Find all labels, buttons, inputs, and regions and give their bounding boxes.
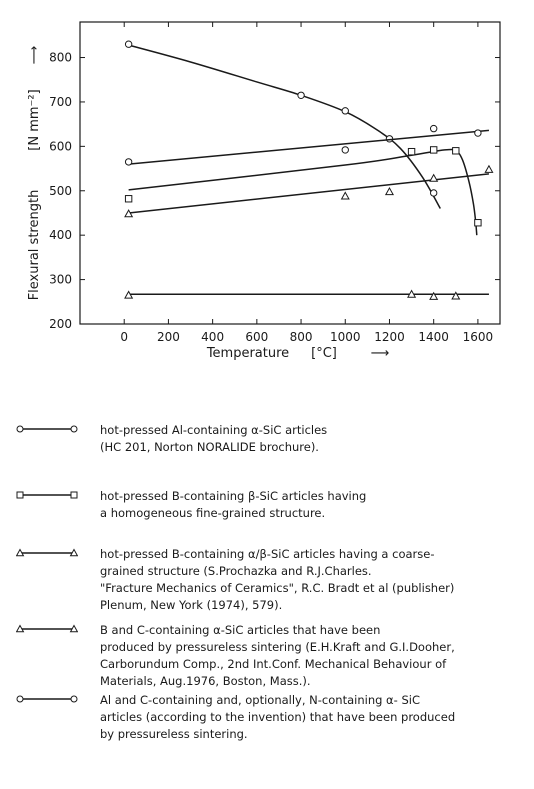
x-tick-label: 1600 bbox=[462, 330, 494, 344]
triangle-marker bbox=[485, 166, 492, 173]
legend-text-3: hot-pressed B-containing α/β-SiC articles having a coarse- grained structure (S.Prochazka and R.J.Charles. "Fracture Mechanics of Ceramics", R.C. Bradt et al (publisher) Plenum, New York (1974), 579). bbox=[100, 547, 455, 612]
series-4 bbox=[125, 291, 489, 300]
x-tick-label: 800 bbox=[289, 330, 313, 344]
legend-text-4: B and C-containing α-SiC articles that have been produced by pressureless sintering (E.H.Kraft and G.I.Dooher, Carborundum Comp., 2nd Int.Conf. Mechanical Behaviour of Materials, Aug.1976, Boston, Mass.). bbox=[100, 623, 455, 688]
x-tick-label: 0 bbox=[120, 330, 129, 344]
square-marker bbox=[71, 492, 77, 498]
y-tick-label: 400 bbox=[49, 228, 72, 243]
y-tick-label: 700 bbox=[49, 94, 72, 109]
triangle-marker bbox=[430, 175, 437, 182]
y-tick-label: 200 bbox=[49, 317, 72, 331]
series-line bbox=[129, 149, 477, 235]
series-5 bbox=[125, 125, 489, 165]
y-axis-arrow: ⟶ bbox=[27, 45, 42, 65]
circle-marker bbox=[125, 41, 131, 47]
circle-marker bbox=[430, 125, 436, 131]
x-axis-unit: [°C] bbox=[311, 346, 337, 361]
triangle-marker bbox=[452, 292, 459, 299]
legend-symbol-triangle-line bbox=[16, 622, 78, 636]
circle-marker bbox=[17, 696, 23, 702]
triangle-marker bbox=[125, 210, 132, 217]
series-3 bbox=[125, 166, 493, 217]
legend-text-2: hot-pressed B-containing β-SiC articles having a homogeneous fine-grained structure. bbox=[100, 489, 367, 520]
square-marker bbox=[17, 492, 23, 498]
circle-marker bbox=[475, 130, 481, 136]
square-marker bbox=[475, 220, 481, 226]
circle-marker bbox=[125, 159, 131, 165]
data-series bbox=[125, 41, 493, 299]
y-axis-label: Flexural strength bbox=[27, 189, 42, 301]
circle-marker bbox=[430, 190, 436, 196]
square-marker bbox=[125, 196, 131, 202]
x-tick-label: 600 bbox=[245, 330, 269, 344]
y-axis-unit: [N mm⁻²] bbox=[27, 89, 42, 151]
plot-frame bbox=[80, 22, 500, 324]
x-tick-label: 200 bbox=[156, 330, 180, 344]
x-tick-label: 400 bbox=[201, 330, 225, 344]
circle-marker bbox=[342, 147, 348, 153]
y-tick-label: 800 bbox=[49, 50, 72, 65]
y-tick-label: 300 bbox=[49, 272, 72, 287]
x-axis-arrow: ⟶ bbox=[370, 346, 390, 361]
triangle-marker bbox=[342, 192, 349, 199]
legend-symbol-circle-line bbox=[16, 692, 78, 706]
legend-symbol-square-line bbox=[16, 488, 78, 502]
circle-marker bbox=[71, 426, 77, 432]
plot-border bbox=[80, 22, 500, 324]
circle-marker bbox=[342, 108, 348, 114]
legend-symbol-circle-line bbox=[16, 422, 78, 436]
triangle-marker bbox=[386, 188, 393, 195]
legend-symbol-triangle-line bbox=[16, 546, 78, 560]
legend-text-1: hot-pressed Al-containing α-SiC articles (HC 201, Norton NORALIDE brochure). bbox=[100, 423, 328, 454]
x-tick-label: 1400 bbox=[418, 330, 449, 344]
y-tick-label: 600 bbox=[49, 139, 72, 154]
legend-text-5: Al and C-containing and, optionally, N-containing α- SiC articles (according to the invention) that have been produced by pressureless sintering. bbox=[100, 693, 456, 741]
x-tick-label: 1200 bbox=[374, 330, 405, 344]
circle-marker bbox=[298, 92, 304, 98]
circle-marker bbox=[71, 696, 77, 702]
circle-marker bbox=[17, 426, 23, 432]
y-tick-label: 500 bbox=[49, 183, 72, 198]
series-1 bbox=[125, 41, 440, 209]
square-marker bbox=[408, 148, 414, 154]
square-marker bbox=[430, 147, 436, 153]
x-tick-label: 1000 bbox=[329, 330, 361, 344]
square-marker bbox=[453, 148, 459, 154]
x-axis-label: Temperature bbox=[206, 346, 290, 361]
